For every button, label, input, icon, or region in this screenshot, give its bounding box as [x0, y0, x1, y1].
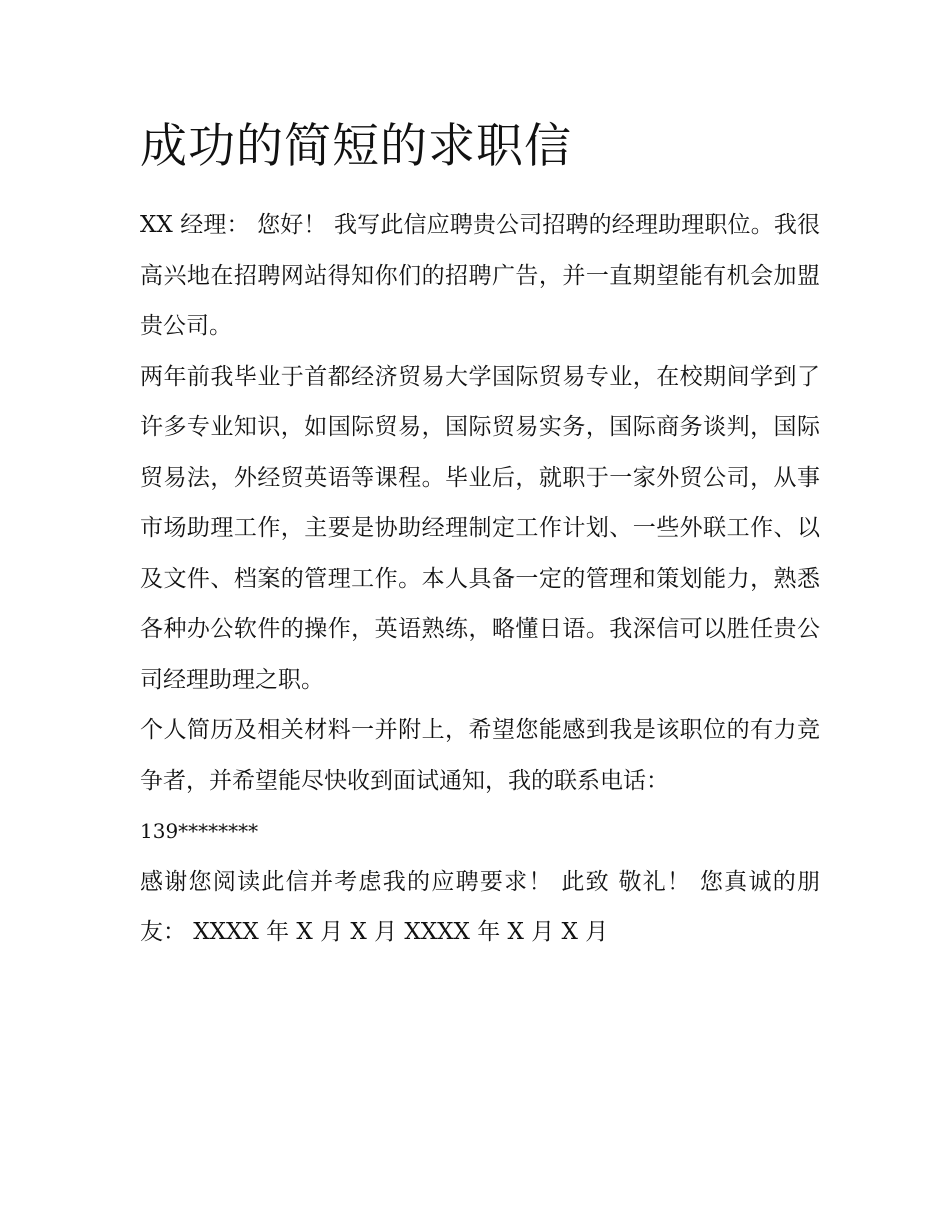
greeting-paragraph: XX 经理： 您好！ 我写此信应聘贵公司招聘的经理助理职位。我很高兴地在招聘网站得知你们的招聘广告，并一直期望能有机会加盟贵公司。 — [140, 212, 820, 339]
attachment-paragraph: 个人简历及相关材料一并附上，希望您能感到我是该职位的有力竞争者，并希望能尽快收到面试通知，我的联系电话： — [140, 717, 820, 794]
document-body — [140, 112, 820, 958]
phone-number: 139******** — [140, 819, 259, 843]
document-title: 成功的简短的求职信 — [140, 119, 572, 174]
closing-paragraph: 感谢您阅读此信并考虑我的应聘要求！ 此致 敬礼！ 您真诚的朋友： XXXX 年 X 月 X 月 XXXX 年 X 月 X 月 — [140, 868, 820, 945]
background-paragraph: 两年前我毕业于首都经济贸易大学国际贸易专业，在校期间学到了许多专业知识，如国际贸易，国际贸易实务，国际商务谈判，国际贸易法，外经贸英语等课程。毕业后，就职于一家外贸公司，从事市场助理工作，主要是协助经理制定工作计划、一些外联工作、以及文件、档案的管理工作。本人具备一定的管理和策划能力，熟悉各种办公软件的操作，英语熟练，略懂日语。我深信可以胜任贵公司经理助理之职。 — [140, 363, 820, 693]
